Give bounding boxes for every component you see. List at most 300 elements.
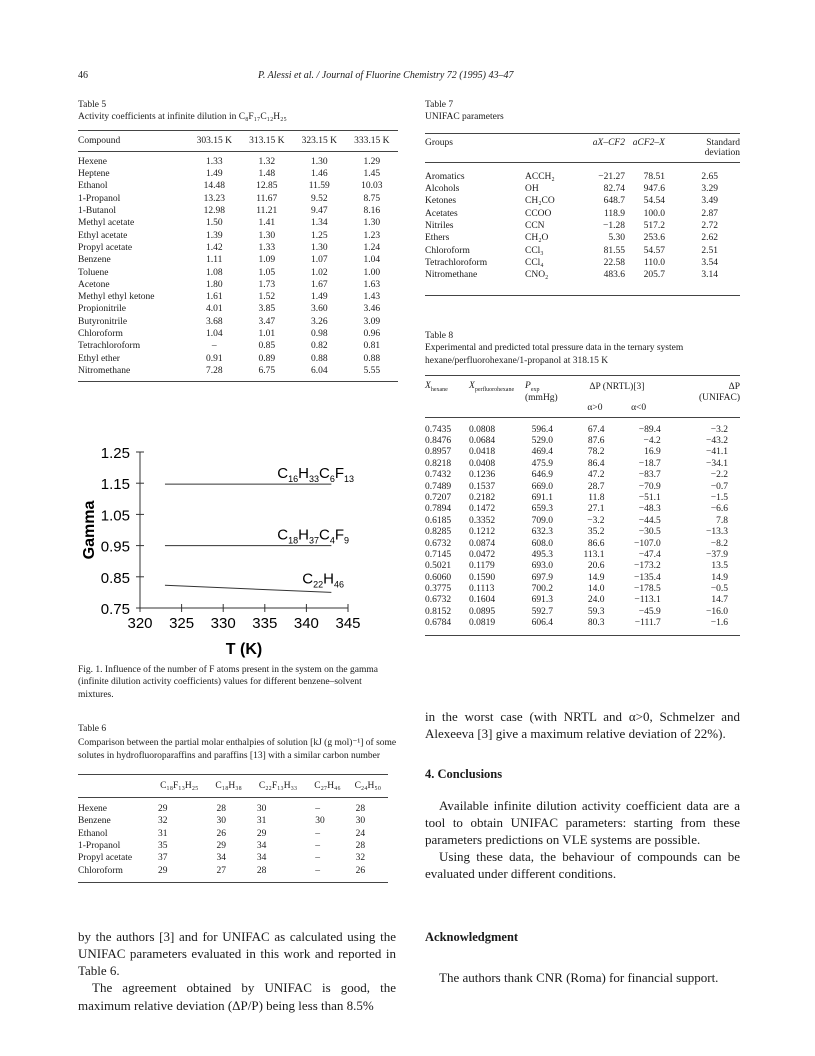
- table-row: [425, 244, 740, 256]
- table-5-label: Table 5: [78, 100, 107, 110]
- t8-cell: −173.2: [634, 561, 661, 572]
- compound-name: Ethyl acetate: [78, 230, 128, 241]
- t8-cell: 0.7145: [425, 549, 452, 560]
- t8-cell: −41.1: [706, 447, 728, 458]
- t8-cell: 11.8: [588, 492, 605, 503]
- y-tick-label: 1.15: [100, 476, 130, 494]
- t8-cell: 0.1179: [469, 561, 495, 572]
- t7-col-a1: aX–CF2: [592, 137, 625, 148]
- t7-cell: CH₂CO: [525, 196, 555, 207]
- t8-cell: 697.9: [531, 572, 553, 583]
- t8-cell: 0.1537: [469, 481, 496, 492]
- t7-cell: Ethers: [425, 233, 450, 244]
- t8-cell: 20.6: [587, 561, 605, 572]
- t6-cell: 34: [256, 841, 267, 852]
- t7-cell: 205.7: [643, 270, 665, 281]
- t7-cell: 2.72: [701, 221, 718, 232]
- gamma-value: 1.33: [258, 242, 276, 253]
- table-row: [425, 417, 740, 435]
- t6-cell: 28: [216, 804, 226, 815]
- gamma-value: 13.23: [203, 193, 225, 204]
- t8-cell: 0.5021: [425, 561, 452, 572]
- t8-col-unifac: ΔP: [728, 381, 740, 392]
- t8-cell: −30.5: [638, 527, 661, 538]
- t8-cell: 59.3: [587, 606, 605, 617]
- t7-col-sd: Standard: [706, 137, 740, 148]
- y-tick-label: 1.05: [100, 507, 130, 525]
- gamma-value: 1.80: [205, 279, 223, 290]
- table-row: [425, 504, 740, 515]
- t8-cell: 709.0: [531, 515, 553, 526]
- table-row: [78, 852, 388, 864]
- t7-cell: 3.14: [701, 270, 718, 281]
- t8-cell: −8.2: [710, 538, 728, 549]
- t7-cell: CCl₃: [525, 245, 544, 256]
- t8-cell: 0.7489: [425, 481, 452, 492]
- gamma-value: 1.23: [363, 230, 381, 241]
- t8-cell: 669.0: [531, 481, 553, 492]
- page-number: 46: [78, 70, 88, 81]
- table-row: [425, 435, 740, 446]
- t8-cell: 47.2: [587, 470, 605, 481]
- table-row: [78, 303, 398, 315]
- compound-name: Toluene: [78, 267, 109, 278]
- table-7-label: Table 7: [425, 100, 454, 110]
- table-5-caption: Activity coefficients at infinite dilution in C₈F₁₇C₁₂H₂₅: [78, 112, 287, 123]
- t8-cell: 0.1212: [469, 527, 496, 538]
- table-row: [78, 798, 388, 816]
- t7-cell: 54.54: [643, 196, 665, 207]
- compound-name: Heptene: [78, 169, 110, 180]
- compound-name: Nitromethane: [78, 365, 131, 376]
- gamma-value: 1.07: [310, 255, 328, 266]
- t6-cell: 30: [216, 816, 226, 827]
- t8-cell: −44.5: [638, 515, 661, 526]
- table-5-grid: [78, 130, 398, 382]
- t8-cell: 0.1472: [469, 504, 496, 515]
- table-row: [78, 340, 398, 352]
- table-5-body: [78, 151, 398, 381]
- table-row: [78, 291, 398, 303]
- t7-cell: CCOO: [525, 208, 552, 219]
- gamma-value: 1.41: [258, 218, 276, 229]
- gamma-value: 0.98: [310, 328, 328, 339]
- t8-cell: 86.6: [587, 538, 605, 549]
- t8-cell: −3.2: [710, 424, 728, 435]
- t6-cell: –: [315, 828, 321, 839]
- table-row: [78, 279, 398, 291]
- gamma-value: 12.85: [256, 181, 278, 192]
- t8-cell: 14.0: [587, 584, 605, 595]
- gamma-value: 6.04: [310, 365, 328, 376]
- gamma-value: 1.43: [363, 292, 381, 303]
- t8-cell: 113.1: [583, 549, 605, 560]
- t7-cell: CCl₄: [525, 257, 544, 268]
- t8-cell: −48.3: [638, 504, 661, 515]
- x-axis-label: T (K): [225, 641, 263, 658]
- table-row: [425, 220, 740, 232]
- compound-name: Propionitrile: [78, 304, 127, 315]
- gamma-value: 1.67: [310, 279, 328, 290]
- t8-cell: 0.7207: [425, 492, 452, 503]
- t7-cell: 947.6: [643, 184, 665, 195]
- t7-col-subgroup: [525, 133, 577, 148]
- table-row: [78, 193, 398, 205]
- table-row: [78, 828, 388, 840]
- gamma-value: 9.52: [310, 193, 328, 204]
- t8-cell: 0.8285: [425, 527, 452, 538]
- gamma-value: 3.26: [310, 316, 328, 327]
- t7-cell: 110.0: [643, 257, 665, 268]
- t8-cell: −47.4: [638, 549, 661, 560]
- compound-name: Methyl ethyl ketone: [78, 292, 155, 303]
- table-row: [78, 352, 398, 364]
- gamma-value: 3.47: [258, 316, 276, 327]
- t8-cell: 495.3: [531, 549, 553, 560]
- compound-name: Chloroform: [78, 328, 123, 339]
- gamma-value: 0.88: [363, 353, 381, 364]
- gamma-value: 1.50: [205, 218, 223, 229]
- table-8-caption: Experimental and predicted total pressure data in the ternary system hexane/perfluorohexane/1-propanol at 318.15 K: [425, 343, 684, 366]
- t8-cell: 0.6185: [425, 515, 452, 526]
- table-6-label: Table 6: [78, 724, 107, 734]
- gamma-value: 11.59: [308, 181, 330, 192]
- table-row: [78, 229, 398, 241]
- gamma-value: 1.34: [310, 218, 328, 229]
- table-8-header-row: [425, 376, 740, 393]
- t7-cell: Ketones: [425, 196, 457, 207]
- t8-cell: −0.5: [710, 584, 728, 595]
- t7-cell: 2.65: [701, 171, 718, 182]
- t8-cell: 0.7894: [425, 504, 452, 515]
- t8-cell: −3.2: [587, 515, 605, 526]
- t6-cell: 32: [355, 853, 366, 864]
- gamma-value: 1.46: [310, 169, 328, 180]
- table-row: [78, 205, 398, 217]
- t6-cell: 26: [216, 828, 226, 839]
- t8-cell: 14.9: [587, 572, 605, 583]
- t6-cell: Chloroform: [78, 865, 123, 876]
- gamma-value: 3.85: [258, 304, 276, 315]
- gamma-value: 3.46: [363, 304, 381, 315]
- t6-cell: 30: [355, 816, 366, 827]
- table-row: [425, 595, 740, 606]
- t8-cell: 7.8: [716, 515, 728, 526]
- t8-cell: 469.4: [531, 447, 553, 458]
- table-6-header-row: [78, 775, 388, 798]
- gamma-value: 7.28: [205, 365, 223, 376]
- gamma-value: 1.33: [205, 156, 223, 167]
- t7-cell: 3.29: [701, 184, 718, 195]
- t7-cell: 82.74: [603, 184, 625, 195]
- compound-name: Tetrachloroform: [78, 341, 141, 352]
- table-row: [425, 447, 740, 458]
- gamma-value: 1.52: [258, 292, 276, 303]
- gamma-value: 1.02: [310, 267, 328, 278]
- table-row: [425, 549, 740, 560]
- compound-name: Ethanol: [78, 181, 108, 192]
- t7-cell: Chloroform: [425, 245, 470, 256]
- gamma-value: 3.60: [310, 304, 328, 315]
- t8-cell: −18.7: [638, 458, 661, 469]
- t7-cell: 81.55: [603, 245, 625, 256]
- table-7-body: [425, 162, 740, 296]
- table-row: [78, 840, 388, 852]
- t8-cell: 0.8957: [425, 447, 452, 458]
- table-7: [425, 99, 740, 296]
- t6-cell: –: [315, 853, 321, 864]
- right-body-text: [425, 708, 740, 986]
- series-label-c18h37c4f9: $C_{18}H_{37}C_4F_9$: [277, 526, 350, 546]
- t6-cell: 24: [355, 828, 366, 839]
- gamma-value: 1.11: [206, 255, 223, 266]
- t7-cell: 22.58: [603, 257, 625, 268]
- gamma-value: 0.81: [363, 341, 381, 352]
- t6-header-cell: C₂₂F₁₃H₃₃: [258, 781, 298, 792]
- t6-cell: 34: [256, 853, 267, 864]
- table-row: [425, 583, 740, 594]
- left-paragraph-2: The agreement obtained by UNIFAC is good, the maximum relative deviation (ΔP/P) being less than 8.5%: [78, 980, 396, 1013]
- t6-cell: 30: [256, 804, 267, 815]
- t6-cell: Benzene: [78, 816, 111, 827]
- t8-cell: 0.7432: [425, 470, 452, 481]
- t8-cell: −4.2: [643, 436, 661, 446]
- t8-cell: 14.7: [711, 595, 728, 606]
- t7-cell: 118.9: [603, 208, 625, 219]
- t6-cell: 29: [256, 828, 267, 839]
- t6-cell: 30: [315, 816, 325, 827]
- t7-cell: 253.6: [643, 233, 665, 244]
- t6-cell: 28: [256, 865, 267, 876]
- t8-cell: −16.0: [706, 606, 728, 617]
- gamma-value: 14.48: [203, 181, 225, 192]
- gamma-value: 1.09: [258, 255, 276, 266]
- t8-cell: 0.0408: [469, 458, 496, 469]
- t8-cell: −1.6: [710, 618, 728, 629]
- gamma-value: 1.00: [363, 267, 381, 278]
- table-8-label: Table 8: [425, 331, 454, 341]
- t8-cell: 0.6732: [425, 538, 452, 549]
- table-row: [78, 242, 398, 254]
- gamma-value: 4.01: [205, 304, 223, 315]
- t8-cell: 659.3: [531, 504, 553, 515]
- t6-cell: 37: [158, 853, 168, 864]
- t6-cell: 26: [355, 865, 366, 876]
- t8-cell: −43.2: [706, 436, 728, 446]
- running-head-title: P. Alessi et al. / Journal of Fluorine Chemistry 72 (1995) 43–47: [258, 70, 514, 81]
- t8-cell: −45.9: [638, 606, 661, 617]
- x-tick-label: 320: [127, 615, 153, 632]
- t6-header-cell: C₁₈H₃₈: [215, 781, 242, 792]
- table-5: [78, 99, 398, 382]
- t8-cell: 86.4: [587, 458, 605, 469]
- t6-cell: 34: [216, 853, 226, 864]
- gamma-value: 12.98: [203, 206, 225, 217]
- table-6: [78, 723, 398, 883]
- t7-cell: Tetrachloroform: [425, 257, 488, 268]
- compound-name: 1-Propanol: [78, 193, 121, 204]
- series-label-c16h33c6f13: $C_{16}H_{33}C_6F_{13}$: [277, 465, 355, 485]
- gamma-value: 1.32: [258, 156, 276, 167]
- t8-cell: 27.1: [587, 504, 605, 515]
- table-row: [425, 538, 740, 549]
- t8-cell: 14.9: [711, 572, 728, 583]
- table-row: [425, 606, 740, 617]
- table-row: [78, 217, 398, 229]
- gamma-value: 8.75: [363, 193, 381, 204]
- t8-col-pexp: $P_{exp}$: [525, 381, 540, 393]
- t7-cell: 100.0: [643, 208, 665, 219]
- t7-cell: 517.2: [643, 221, 665, 232]
- t8-cell: 0.1113: [469, 584, 495, 595]
- compound-name: 1-Butanol: [78, 206, 116, 217]
- t8-cell: 691.3: [531, 595, 553, 606]
- t8-cell: 0.0895: [469, 606, 496, 617]
- t7-cell: CCN: [525, 221, 545, 232]
- t8-cell: 0.7435: [425, 424, 452, 435]
- t6-cell: Ethanol: [78, 828, 108, 839]
- t8-cell: 0.0684: [469, 436, 496, 446]
- t6-cell: 35: [158, 841, 168, 852]
- compound-name: Hexene: [78, 156, 108, 167]
- t8-cell: 13.5: [711, 561, 728, 572]
- table-row: [425, 561, 740, 572]
- t8-cell: −0.7: [710, 481, 728, 492]
- gamma-value: 1.61: [205, 292, 223, 303]
- t8-cell: 700.2: [531, 584, 553, 595]
- gamma-value: 1.29: [363, 156, 381, 167]
- gamma-value: 1.30: [258, 230, 276, 241]
- table-row: [425, 469, 740, 480]
- compound-name: Butyronitrile: [78, 316, 128, 327]
- table-row: [425, 269, 740, 296]
- t8-col-unit: (mmHg): [525, 392, 558, 403]
- t8-cell: 606.4: [531, 618, 553, 629]
- t6-header-cell: [78, 775, 150, 798]
- gamma-value: 1.45: [363, 169, 381, 180]
- t7-cell: Nitriles: [425, 221, 454, 232]
- gamma-value: 0.96: [363, 328, 381, 339]
- t8-cell: 0.6732: [425, 595, 452, 606]
- x-tick-label: 330: [210, 615, 236, 632]
- gamma-value: –: [211, 341, 217, 352]
- t8-cell: 80.3: [587, 618, 605, 629]
- t8-cell: 0.6784: [425, 618, 452, 629]
- t6-header-cell: C₂₇H₄₆: [314, 781, 341, 792]
- t8-cell: 0.3352: [469, 515, 496, 526]
- table-row: [425, 618, 740, 636]
- t7-cell: 2.62: [701, 233, 718, 244]
- gamma-value: 3.68: [205, 316, 223, 327]
- gamma-value: 1.49: [310, 292, 328, 303]
- t8-cell: −1.5: [710, 492, 728, 503]
- gamma-value: 0.85: [258, 341, 276, 352]
- t8-cell: 0.6060: [425, 572, 452, 583]
- t6-cell: 31: [158, 828, 168, 839]
- t8-cell: 632.3: [531, 527, 553, 538]
- gamma-value: 1.01: [258, 328, 276, 339]
- t7-cell: 3.54: [701, 257, 718, 268]
- table-row: [425, 492, 740, 503]
- t8-cell: 16.9: [644, 447, 661, 458]
- y-tick-label: 0.75: [100, 601, 130, 618]
- conclusions-paragraph-1: Available infinite dilution activity coefficient data are a tool to obtain UNIFAC parameters: starting from these parameters predictions on VLE systems are possible.: [425, 797, 740, 848]
- t8-col-unifac2: (UNIFAC): [699, 392, 740, 403]
- t6-cell: 28: [355, 804, 366, 815]
- table-row: [425, 481, 740, 492]
- t7-cell: 54.57: [643, 245, 665, 256]
- compound-name: Ethyl ether: [78, 353, 120, 364]
- t8-cell: −111.7: [634, 618, 661, 629]
- t8-cell: 0.0472: [469, 549, 496, 560]
- t8-cell: 0.2182: [469, 492, 496, 503]
- table-6-grid: [78, 774, 388, 883]
- t7-col-sd2: deviation: [704, 147, 740, 158]
- t5-header-cell: 303.15 K: [196, 135, 232, 146]
- x-tick-label: 335: [252, 615, 278, 632]
- gamma-value: 1.30: [363, 218, 381, 229]
- t8-cell: 475.9: [531, 458, 553, 469]
- t7-cell: Nitromethane: [425, 270, 478, 281]
- table-row: [78, 168, 398, 180]
- gamma-value: 6.75: [258, 365, 276, 376]
- gamma-value: 0.88: [310, 353, 328, 364]
- acknowledgment-heading: Acknowledgment: [425, 929, 519, 944]
- table-row: [78, 151, 398, 168]
- table-row: [78, 328, 398, 340]
- gamma-value: 1.30: [310, 242, 328, 253]
- compound-name: Methyl acetate: [78, 218, 135, 229]
- t8-cell: 691.1: [531, 492, 553, 503]
- t6-header-cell: C₂₄H₅₀: [354, 781, 382, 792]
- table-row: [78, 865, 388, 883]
- gamma-value: 1.30: [310, 156, 328, 167]
- t6-cell: 27: [216, 865, 226, 876]
- t8-cell: 28.7: [587, 481, 605, 492]
- t8-cell: −135.4: [634, 572, 661, 583]
- x-tick-label: 325: [169, 615, 195, 632]
- gamma-value: 9.47: [310, 206, 328, 217]
- t6-cell: 29: [158, 865, 168, 876]
- t6-cell: 1-Propanol: [78, 841, 121, 852]
- gamma-value: 0.91: [205, 353, 223, 364]
- compound-name: Acetone: [78, 279, 110, 290]
- gamma-value: 1.04: [205, 328, 223, 339]
- t7-cell: OH: [525, 184, 539, 195]
- t8-cell: −70.9: [638, 481, 661, 492]
- acknowledgment-text: The authors thank CNR (Roma) for financial support.: [439, 970, 719, 986]
- t6-header-cell: C₁₈F₁₃H₂₅: [160, 781, 199, 792]
- gamma-value: 1.04: [363, 255, 381, 266]
- t7-col-a2: aCF2–X: [632, 137, 665, 148]
- t6-cell: 29: [158, 804, 168, 815]
- t6-cell: Propyl acetate: [78, 853, 133, 864]
- t8-col-xpf: $X_{perfluorohexane}$: [469, 381, 515, 393]
- t8-cell: −83.7: [638, 470, 661, 481]
- t5-header-cell: 313.15 K: [249, 135, 285, 146]
- t8-cell: 0.1604: [469, 595, 496, 606]
- t7-cell: 483.6: [603, 270, 625, 281]
- t7-cell: 78.51: [643, 171, 665, 182]
- t8-cell: −34.1: [706, 458, 728, 469]
- gamma-value: 1.25: [310, 230, 328, 241]
- t8-cell: −2.2: [710, 470, 728, 481]
- gamma-value: 5.55: [363, 365, 381, 376]
- t6-cell: –: [315, 841, 321, 852]
- table-row: [425, 232, 740, 244]
- y-tick-label: 0.95: [100, 538, 130, 556]
- t6-cell: –: [315, 804, 321, 815]
